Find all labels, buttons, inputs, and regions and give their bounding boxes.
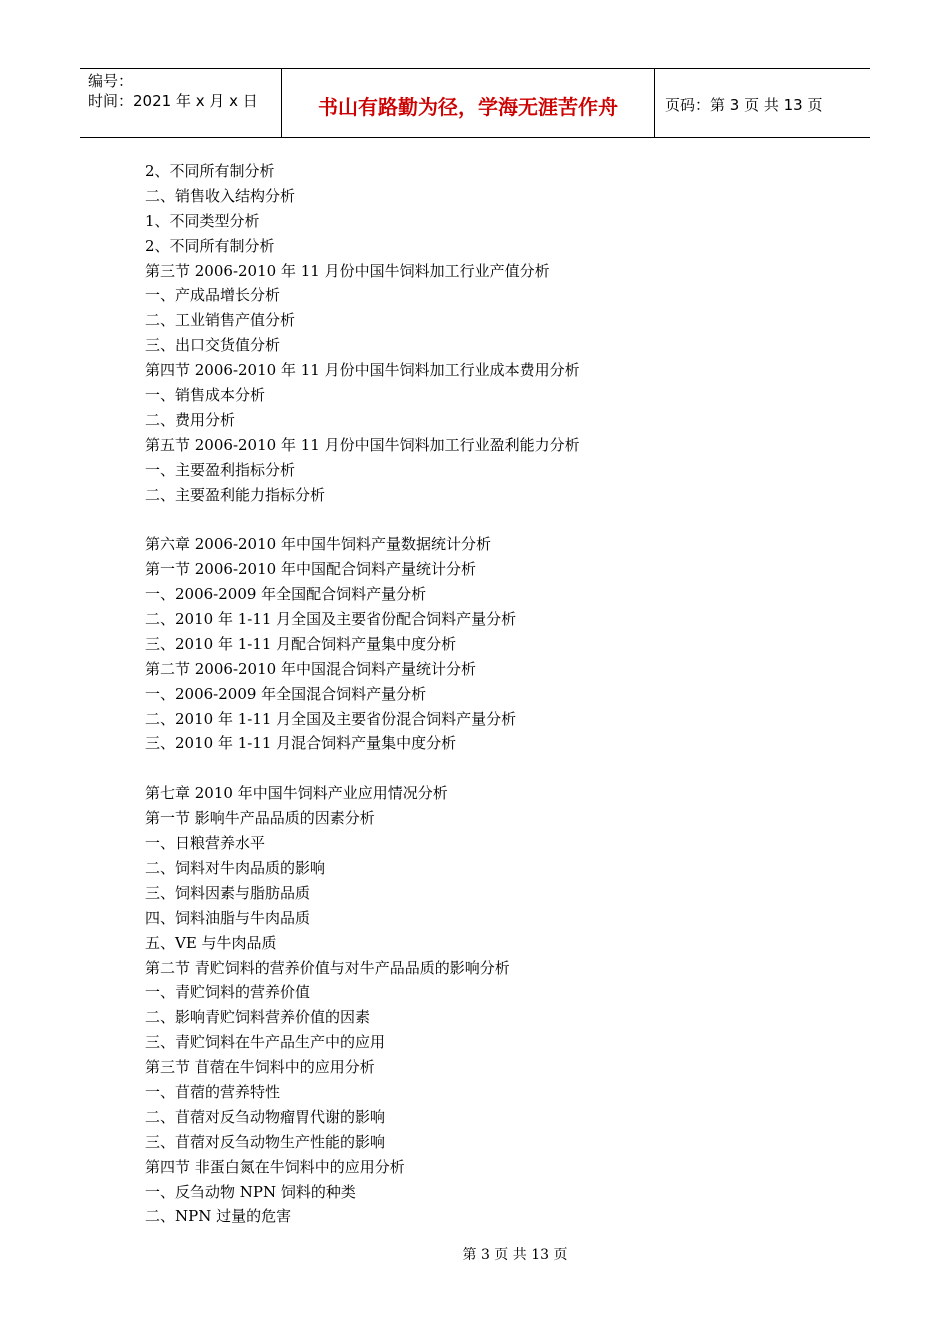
toc-line: 第三节 苜蓿在牛饲料中的应用分析 [145,1058,375,1077]
toc-line: 第二节 2006-2010 年中国混合饲料产量统计分析 [145,659,476,678]
header-motto: 书山有路勤为径，学海无涯苦作舟 [282,69,655,137]
page-header [80,68,870,138]
toc-line: 一、青贮饲料的营养价值 [145,983,311,1002]
toc-line: 1、不同类型分析 [145,211,260,230]
toc-line: 三、出口交货值分析 [145,336,281,355]
toc-line: 二、2010 年 1-11 月全国及主要省份混合饲料产量分析 [145,709,517,728]
toc-line: 第一节 2006-2010 年中国配合饲料产量统计分析 [145,560,476,579]
toc-line: 三、饲料因素与脂肪品质 [145,883,311,902]
toc-line: 一、反刍动物 NPN 饲料的种类 [145,1182,356,1201]
toc-line: 第四节 2006-2010 年 11 月份中国牛饲料加工行业成本费用分析 [145,361,580,380]
header-page-indicator: 页码：第 3 页 共 13 页 [665,95,823,114]
toc-line: 2、不同所有制分析 [145,162,275,180]
toc-line: 第一节 影响牛产品品质的因素分析 [145,809,375,828]
toc-line: 一、销售成本分析 [145,386,266,405]
page-footer: 第 3 页 共 13 页 [462,1247,568,1263]
document-time-label: 时间：2021 年 x 月 x 日 [88,92,258,110]
toc-line: 第七章 2010 年中国牛饲料产业应用情况分析 [145,784,448,803]
toc-line: 第三节 2006-2010 年 11 月份中国牛饲料加工行业产值分析 [145,261,550,280]
toc-line: 第五节 2006-2010 年 11 月份中国牛饲料加工行业盈利能力分析 [145,435,580,454]
toc-line: 二、销售收入结构分析 [145,186,296,205]
toc-line: 一、产成品增长分析 [145,286,281,305]
toc-line: 二、主要盈利能力指标分析 [145,485,326,504]
header-info-cell [80,69,282,137]
toc-line: 二、工业销售产值分析 [145,311,296,330]
toc-line: 三、苜蓿对反刍动物生产性能的影响 [145,1132,386,1151]
blank-line [145,756,845,781]
toc-line: 一、2006-2009 年全国混合饲料产量分析 [145,684,427,703]
toc-line: 一、主要盈利指标分析 [145,460,296,479]
table-of-contents [145,159,845,1229]
toc-line: 第四节 非蛋白氮在牛饲料中的应用分析 [145,1157,405,1176]
toc-line: 四、饲料油脂与牛肉品质 [145,908,311,927]
toc-line: 二、NPN 过量的危害 [145,1207,292,1226]
toc-line: 二、苜蓿对反刍动物瘤胃代谢的影响 [145,1107,386,1126]
toc-line: 一、日粮营养水平 [145,834,266,853]
toc-line: 一、苜蓿的营养特性 [145,1082,281,1101]
toc-line: 2、不同所有制分析 [145,236,275,255]
document-number-label: 编号： [88,72,134,90]
toc-line: 三、青贮饲料在牛产品生产中的应用 [145,1033,386,1052]
toc-line: 二、2010 年 1-11 月全国及主要省份配合饲料产量分析 [145,610,517,629]
toc-line: 第六章 2006-2010 年中国牛饲料产量数据统计分析 [145,535,491,554]
toc-line: 三、2010 年 1-11 月配合饲料产量集中度分析 [145,634,457,653]
toc-line: 一、2006-2009 年全国配合饲料产量分析 [145,585,427,604]
blank-line [145,507,845,532]
toc-line: 第二节 青贮饲料的营养价值与对牛产品品质的影响分析 [145,958,510,977]
toc-line: 二、影响青贮饲料营养价值的因素 [145,1008,371,1027]
toc-line: 五、VE 与牛肉品质 [145,933,277,952]
toc-line: 二、饲料对牛肉品质的影响 [145,858,326,877]
toc-line: 二、费用分析 [145,410,236,429]
toc-line: 三、2010 年 1-11 月混合饲料产量集中度分析 [145,734,457,753]
